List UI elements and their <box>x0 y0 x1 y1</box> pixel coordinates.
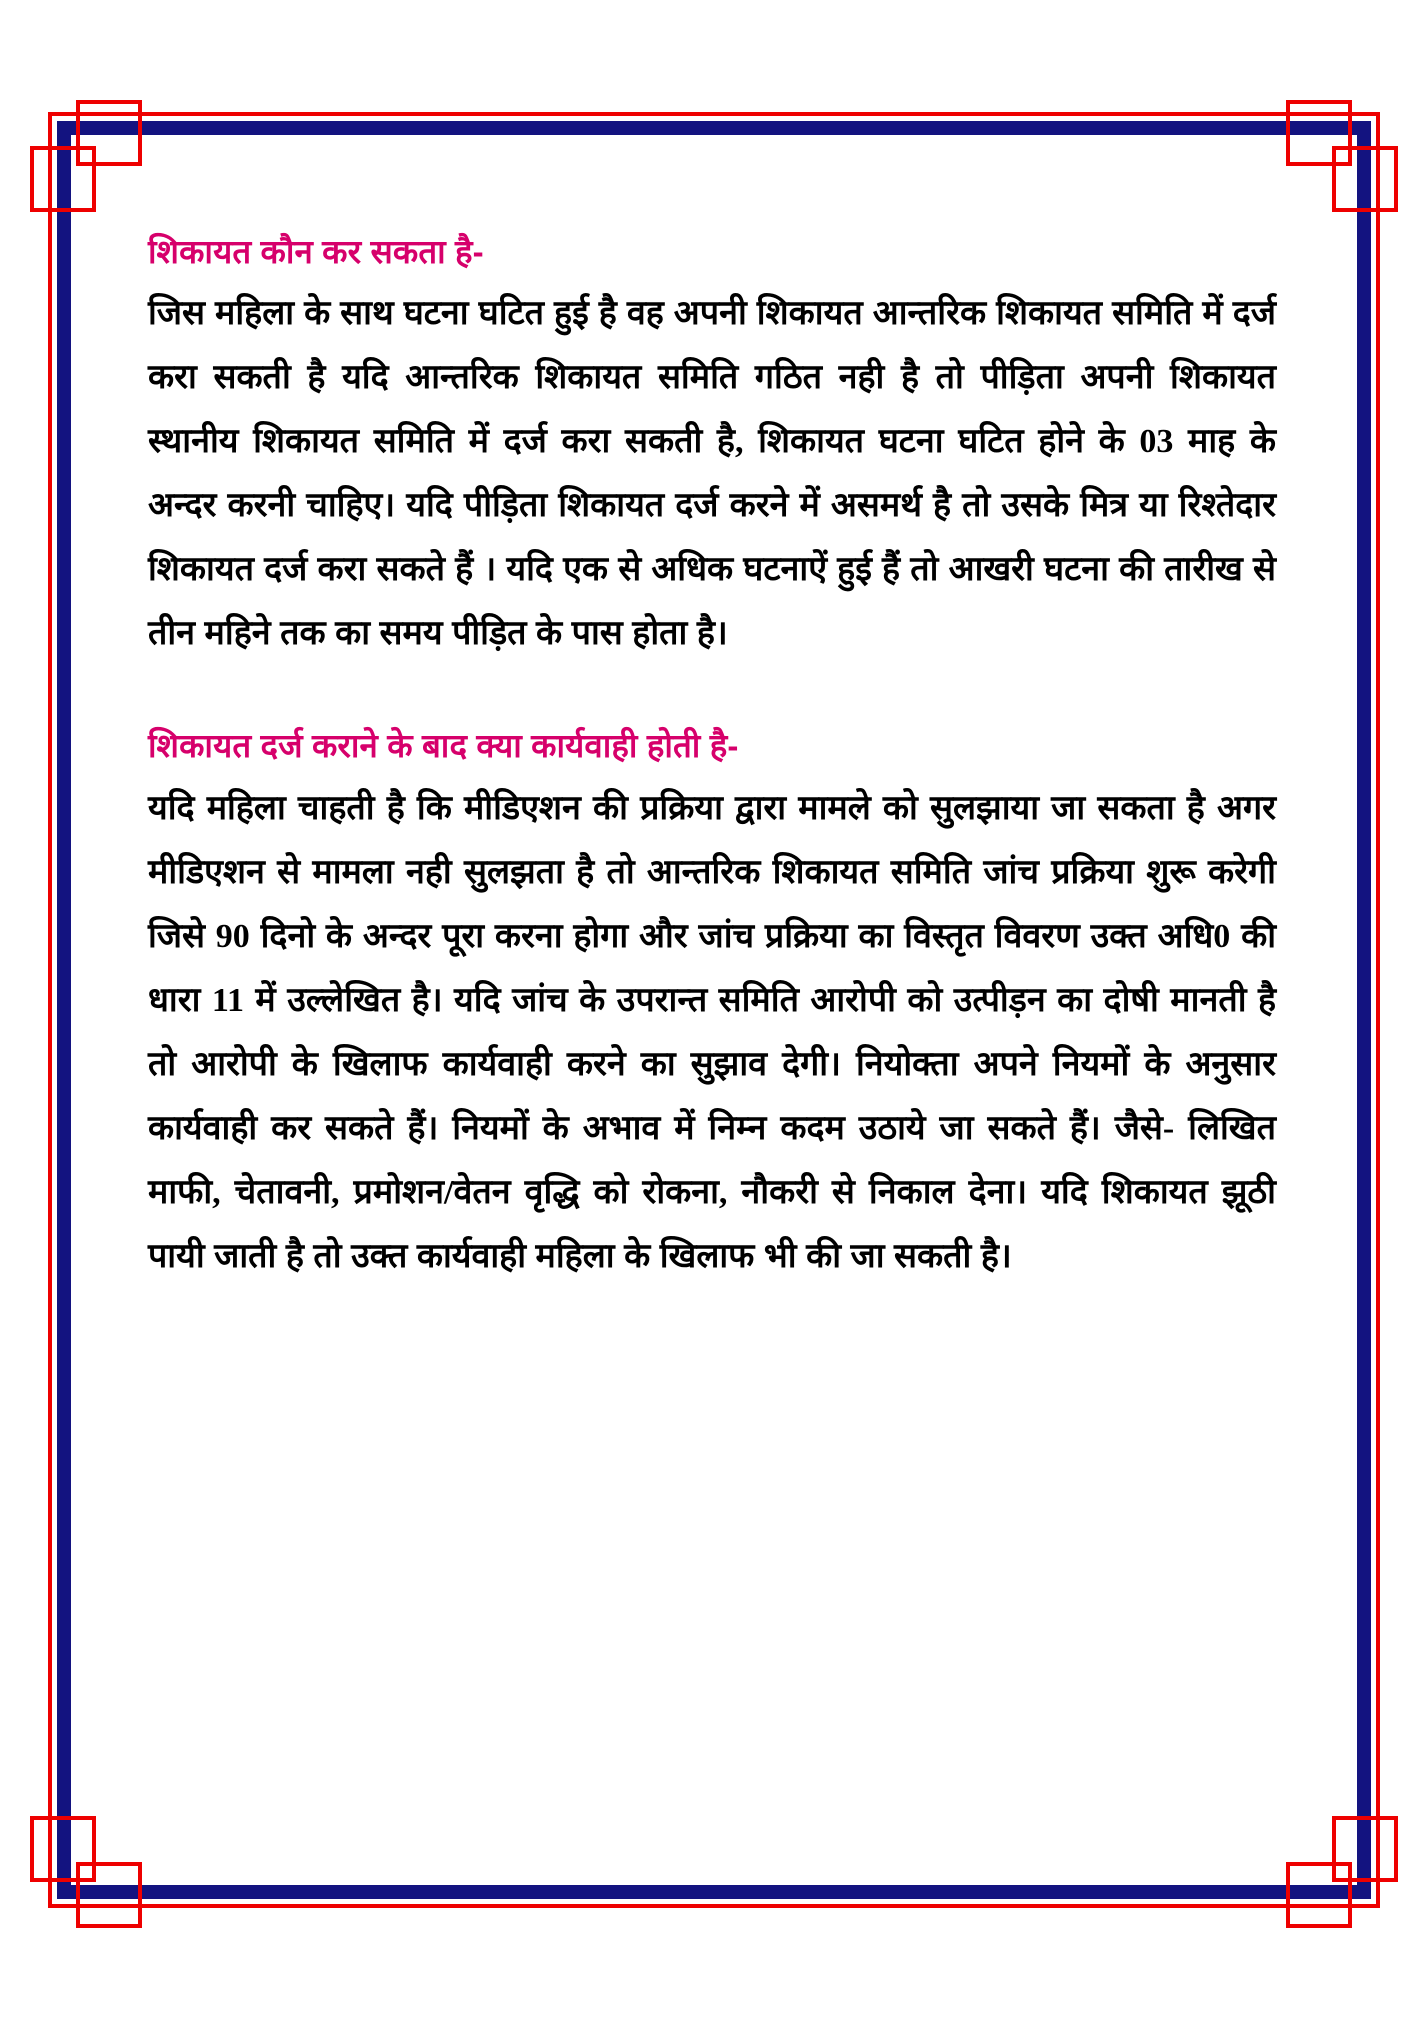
corner-square-icon <box>76 1862 142 1928</box>
corner-square-icon <box>1332 146 1398 212</box>
corner-square-icon <box>76 100 142 166</box>
corner-square-icon <box>1286 1862 1352 1928</box>
corner-ornament-top-left <box>30 100 138 208</box>
section-heading: शिकायत कौन कर सकता है- <box>148 233 484 270</box>
corner-ornament-bottom-left <box>30 1820 138 1928</box>
section-paragraph: यदि महिला चाहती है कि मीडिएशन की प्रक्रिया द्वारा मामले को सुलझाया जा सकता है अगर मीडिएशन से मामला नही सुलझता है तो आन्तरिक शिकायत समिति जांच प्रक्रिया शुरू करेगी जिसे 90 दिनो के अन्दर पूरा करना होगा और जांच प्रक्रिया का विस्तृत विवरण उक्त अधि0 की धारा 11 में उल्लेखित है। यदि जांच के उपरान्त समिति आरोपी को उत्पीड़न का दोषी मानती है तो आरोपी के खिलाफ कार्यवाही करने का सुझाव देगी। नियोक्ता अपने नियमों के अनुसार कार्यवाही कर सकते हैं। नियमों के अभाव में निम्न कदम उठाये जा सकते हैं। जैसे- लिखित माफी, चेतावनी, प्रमोशन/वेतन वृद्धि को रोकना, नौकरी से निकाल देना। यदि शिकायत झूठी पायी जाती है तो उक्त कार्यवाही महिला के खिलाफ भी की जा सकती है। <box>148 789 1276 1275</box>
section-action-after-complaint <box>148 726 1276 1288</box>
corner-square-icon <box>30 1816 96 1882</box>
corner-square-icon <box>30 146 96 212</box>
corner-square-icon <box>1286 100 1352 166</box>
corner-ornament-top-right <box>1290 100 1398 208</box>
corner-square-icon <box>1332 1816 1398 1882</box>
corner-ornament-bottom-right <box>1290 1820 1398 1928</box>
section-who-can-complain <box>148 232 1276 666</box>
section-paragraph: जिस महिला के साथ घटना घटित हुई है वह अपनी शिकायत आन्तरिक शिकायत समिति में दर्ज करा सकती है यदि आन्तरिक शिकायत समिति गठित नही है तो पीड़िता अपनी शिकायत स्थानीय शिकायत समिति में दर्ज करा सकती है, शिकायत घटना घटित होने के 03 माह के अन्दर करनी चाहिए। यदि पीड़िता शिकायत दर्ज करने में असमर्थ है तो उसके मित्र या रिश्तेदार शिकायत दर्ज करा सकते हैं । यदि एक से अधिक घटनाऐं हुई हैं तो आखरी घटना की तारीख से तीन महिने तक का समय पीड़ित के पास होता है। <box>148 295 1276 653</box>
document-content <box>148 232 1276 1289</box>
section-heading: शिकायत दर्ज कराने के बाद क्या कार्यवाही होती है- <box>148 727 739 765</box>
